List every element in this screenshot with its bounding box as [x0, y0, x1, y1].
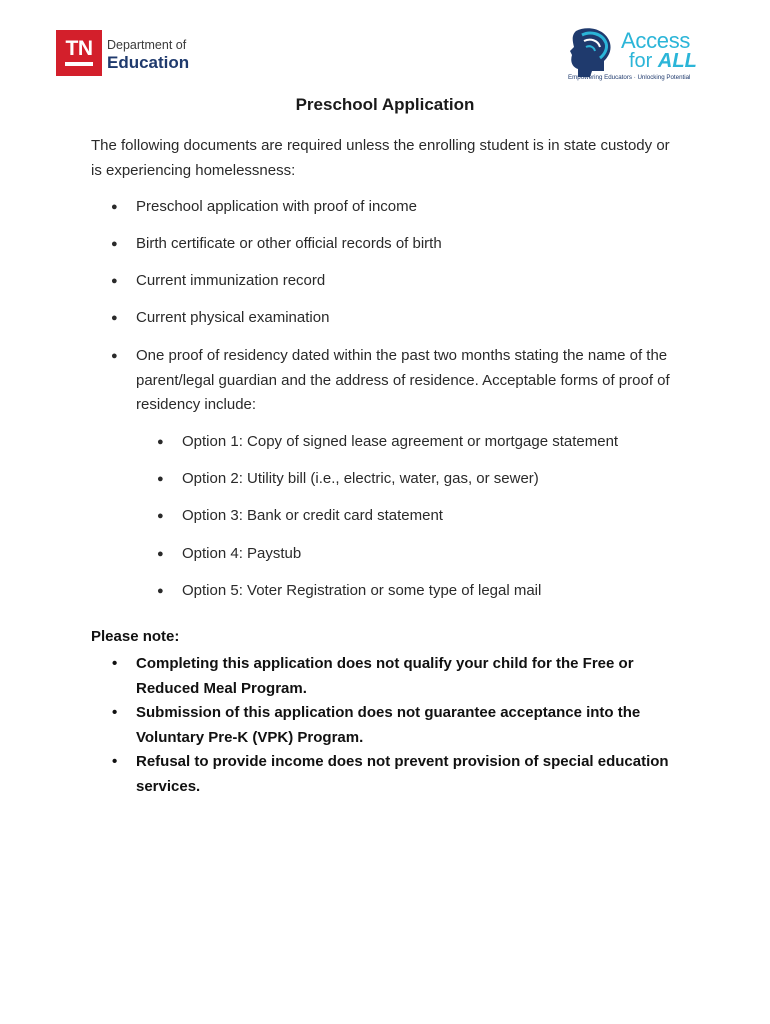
tn-logo-text — [107, 35, 189, 71]
tn-logo-department: Department of — [107, 38, 187, 53]
bullet-icon: ● — [157, 436, 164, 448]
residency-option-text: Option 1: Copy of signed lease agreement or mortgage statement — [182, 433, 619, 450]
bullet-icon: ● — [157, 510, 164, 522]
bullet-icon: • — [112, 704, 118, 721]
tn-logo-mark — [56, 30, 102, 76]
note-text: Refusal to provide income does not prevent provision of special education services. — [136, 753, 669, 795]
bullet-icon: ● — [157, 548, 164, 560]
afa-logo-for: for — [629, 50, 653, 72]
bullet-icon: ● — [157, 473, 164, 485]
requirement-text: Current immunization record — [136, 272, 326, 289]
document-title: Preschool Application — [295, 95, 475, 114]
requirement-text: Current physical examination — [136, 309, 330, 326]
tn-logo-bar — [65, 62, 93, 66]
requirement-text: Preschool application with proof of income — [136, 198, 417, 215]
bullet-icon: ● — [111, 350, 118, 362]
residency-option-text: Option 2: Utility bill (i.e., electric, water, gas, or sewer) — [182, 470, 539, 487]
tn-logo-education: Education — [107, 52, 190, 72]
residency-option-text: Option 5: Voter Registration or some type of legal mail — [182, 582, 542, 599]
requirement-text: Birth certificate or other official records of birth — [136, 235, 442, 252]
note-heading: Please note: — [91, 628, 180, 645]
afa-logo-access: Access — [621, 28, 691, 53]
bullet-icon: ● — [111, 312, 118, 324]
note-item — [91, 652, 701, 701]
access-for-all-logo — [566, 24, 706, 86]
head-silhouette-icon — [568, 27, 614, 81]
requirement-item — [91, 344, 691, 419]
bullet-icon: ● — [111, 275, 118, 287]
note-item — [91, 750, 701, 799]
bullet-icon: ● — [111, 238, 118, 250]
bullet-icon: ● — [111, 201, 118, 213]
afa-logo-all: ALL — [657, 50, 697, 72]
note-text: Completing this application does not qualify your child for the Free or Reduced Meal Program. — [136, 655, 634, 697]
note-item — [91, 701, 701, 750]
tn-logo-mark-text: TN — [65, 37, 93, 60]
afa-logo-for-all — [629, 50, 697, 73]
residency-option-text: Option 4: Paystub — [182, 545, 302, 562]
bullet-icon: ● — [157, 585, 164, 597]
afa-logo-tagline: Empowering Educators · Unlocking Potential — [568, 74, 691, 81]
note-text: Submission of this application does not guarantee acceptance into the Voluntary Pre-K (VPK) Program. — [136, 704, 641, 746]
bullet-icon: • — [112, 655, 118, 672]
requirement-text: One proof of residency dated within the past two months stating the name of the parent/legal guardian and the address of residence. Acceptable forms of proof of residency include: — [136, 347, 670, 413]
residency-option-text: Option 3: Bank or credit card statement — [182, 507, 443, 524]
tn-department-of-education-logo — [56, 30, 189, 76]
document-intro: The following documents are required unless the enrolling student is in state custody or is experiencing homelessness: — [91, 137, 670, 179]
bullet-icon: • — [112, 753, 118, 770]
